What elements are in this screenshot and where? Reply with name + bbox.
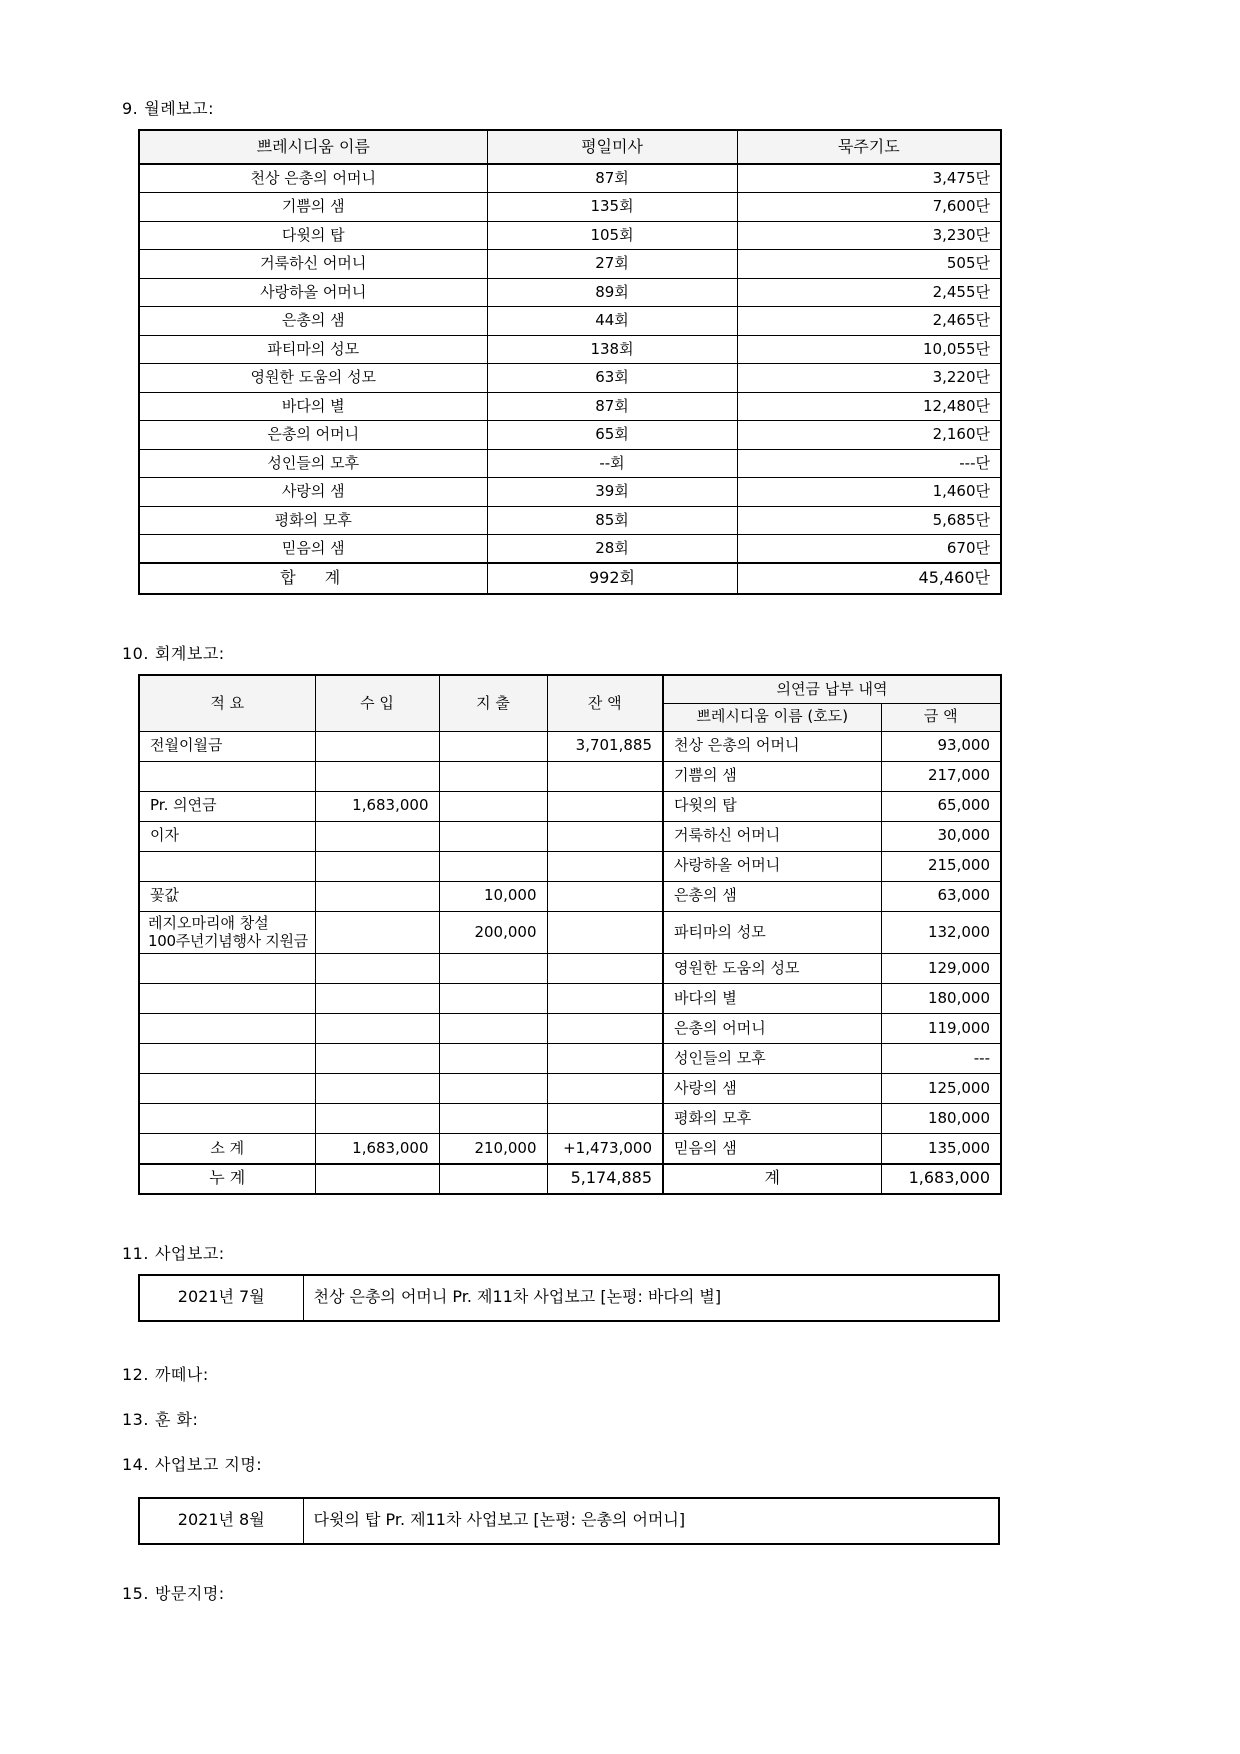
table-row (139, 881, 1001, 911)
column-header-presidium-name: 쁘레시디움 이름 (호도) (663, 703, 881, 731)
section-label: 사업보고: (154, 1243, 225, 1263)
cell-presidium-name: 은총의 샘 (139, 307, 487, 336)
cell-weekday-mass: 85회 (487, 506, 737, 535)
cell-presidium-name: 다윗의 탑 (139, 221, 487, 250)
table-row (139, 984, 1001, 1014)
cell-presidium-name: 은총의 샘 (663, 881, 881, 911)
cell-rosary: 7,600단 (737, 193, 1001, 222)
table-row (139, 164, 1001, 193)
cell-balance (547, 881, 663, 911)
table-row (139, 821, 1001, 851)
cell-amount: 93,000 (881, 731, 1001, 761)
section-label: 까떼나: (154, 1364, 209, 1384)
work-report-box (138, 1274, 1000, 1322)
table-row (139, 1044, 1001, 1074)
cell-presidium-name: 바다의 별 (139, 392, 487, 421)
column-header-description: 적 요 (139, 675, 315, 731)
cell-rosary: 2,455단 (737, 278, 1001, 307)
cell-expense (439, 1044, 547, 1074)
grand-total-label: 누 계 (139, 1164, 315, 1194)
cell-description (139, 1044, 315, 1074)
cell-balance (547, 954, 663, 984)
table-row (139, 307, 1001, 336)
cell-income (315, 1044, 439, 1074)
cell-balance (547, 911, 663, 954)
cell-weekday-mass: 138회 (487, 335, 737, 364)
cell-rosary: 5,685단 (737, 506, 1001, 535)
cell-description (139, 1104, 315, 1134)
table-row (139, 421, 1001, 450)
subtotal-amount: 135,000 (881, 1134, 1001, 1164)
cell-presidium-name: 사랑의 샘 (663, 1074, 881, 1104)
total-mass: 992회 (487, 563, 737, 594)
column-header-weekday-mass: 평일미사 (487, 130, 737, 164)
tail-sections (110, 1362, 1130, 1604)
subtotal-expense: 210,000 (439, 1134, 547, 1164)
section-label: 방문지명: (154, 1583, 225, 1603)
cell-expense (439, 761, 547, 791)
cell-weekday-mass: 63회 (487, 364, 737, 393)
cell-presidium-name: 기쁨의 샘 (663, 761, 881, 791)
cell-balance (547, 1014, 663, 1044)
accounting-header-row-1 (139, 675, 1001, 703)
cell-description (139, 1014, 315, 1044)
cell-expense (439, 851, 547, 881)
cell-weekday-mass: 89회 (487, 278, 737, 307)
section-number: 10. (122, 644, 149, 663)
cell-presidium-name: 다윗의 탑 (663, 791, 881, 821)
cell-description: 꽃값 (139, 881, 315, 911)
cell-income (315, 954, 439, 984)
cell-amount: 63,000 (881, 881, 1001, 911)
cell-amount: 132,000 (881, 911, 1001, 954)
cell-presidium-name: 은총의 어머니 (139, 421, 487, 450)
total-rosary: 45,460단 (737, 563, 1001, 594)
cell-presidium-name: 파티마의 성모 (663, 911, 881, 954)
cell-amount: 180,000 (881, 984, 1001, 1014)
work-report-assign-box (138, 1497, 1000, 1545)
monthly-total-row (139, 563, 1001, 594)
cell-balance (547, 791, 663, 821)
cell-balance (547, 1074, 663, 1104)
column-header-donation-group: 의연금 납부 내역 (663, 675, 1001, 703)
section-number: 15. (122, 1583, 149, 1603)
cell-amount: 119,000 (881, 1014, 1001, 1044)
section-heading-visit-assign (122, 1581, 1130, 1604)
table-header-row (139, 130, 1001, 164)
cell-amount: 65,000 (881, 791, 1001, 821)
cell-presidium-name: 바다의 별 (663, 984, 881, 1014)
cell-income (315, 881, 439, 911)
table-row (139, 193, 1001, 222)
subtotal-presidium-name: 믿음의 샘 (663, 1134, 881, 1164)
cell-weekday-mass: 28회 (487, 535, 737, 564)
cell-income (315, 851, 439, 881)
description-line-2: 100주년기념행사 지원금 (148, 932, 308, 951)
cell-rosary: 2,465단 (737, 307, 1001, 336)
cell-income (315, 821, 439, 851)
cell-amount: --- (881, 1044, 1001, 1074)
cell-balance (547, 1044, 663, 1074)
cell-description: 이자 (139, 821, 315, 851)
table-row (139, 478, 1001, 507)
cell-presidium-name: 천상 은총의 어머니 (663, 731, 881, 761)
section-heading-work-report (122, 1241, 1130, 1264)
cell-presidium-name: 거룩하신 어머니 (663, 821, 881, 851)
cell-rosary: 3,220단 (737, 364, 1001, 393)
subtotal-income: 1,683,000 (315, 1134, 439, 1164)
column-header-amount: 금 액 (881, 703, 1001, 731)
cell-rosary: 10,055단 (737, 335, 1001, 364)
cell-expense (439, 984, 547, 1014)
cell-balance (547, 984, 663, 1014)
cell-income (315, 761, 439, 791)
table-row (139, 1074, 1001, 1104)
cell-balance: 3,701,885 (547, 731, 663, 761)
section-label: 월례보고: (144, 99, 214, 118)
table-row (139, 1014, 1001, 1044)
cell-description (139, 851, 315, 881)
cell-presidium-name: 평화의 모후 (139, 506, 487, 535)
cell-income (315, 984, 439, 1014)
cell-income (315, 911, 439, 954)
cell-presidium-name: 사랑하올 어머니 (139, 278, 487, 307)
work-report-assign-row (139, 1498, 999, 1544)
cell-rosary: 1,460단 (737, 478, 1001, 507)
grand-total-balance: 5,174,885 (547, 1164, 663, 1194)
grand-total-amount: 1,683,000 (881, 1164, 1001, 1194)
cell-expense: 200,000 (439, 911, 547, 954)
cell-expense (439, 791, 547, 821)
work-report-assign-text: 다윗의 탑 Pr. 제11차 사업보고 [논평: 은총의 어머니] (303, 1498, 999, 1544)
column-header-expense: 지 출 (439, 675, 547, 731)
cell-amount: 215,000 (881, 851, 1001, 881)
section-number: 11. (122, 1243, 149, 1263)
cell-rosary: 3,230단 (737, 221, 1001, 250)
cell-expense (439, 821, 547, 851)
work-report-row (139, 1275, 999, 1321)
cell-description (139, 911, 315, 954)
table-row (139, 392, 1001, 421)
cell-expense: 10,000 (439, 881, 547, 911)
cell-weekday-mass: 87회 (487, 392, 737, 421)
section-number: 13. (122, 1409, 149, 1429)
cell-income (315, 1014, 439, 1044)
cell-description (139, 1074, 315, 1104)
cell-balance (547, 761, 663, 791)
cell-expense (439, 954, 547, 984)
accounting-grand-total-row (139, 1164, 1001, 1194)
section-label: 훈 화: (154, 1409, 199, 1429)
cell-rosary: 3,475단 (737, 164, 1001, 193)
column-header-balance: 잔 액 (547, 675, 663, 731)
cell-description (139, 984, 315, 1014)
table-row (139, 335, 1001, 364)
cell-amount: 129,000 (881, 954, 1001, 984)
accounting-subtotal-row (139, 1134, 1001, 1164)
table-row (139, 221, 1001, 250)
section-heading-monthly-report (122, 96, 1130, 119)
cell-description: 전월이월금 (139, 731, 315, 761)
cell-income (315, 731, 439, 761)
table-row (139, 278, 1001, 307)
cell-description (139, 954, 315, 984)
monthly-report-table (138, 129, 1002, 595)
cell-balance (547, 821, 663, 851)
cell-presidium-name: 파티마의 성모 (139, 335, 487, 364)
table-row (139, 761, 1001, 791)
table-row (139, 911, 1001, 954)
cell-presidium-name: 평화의 모후 (663, 1104, 881, 1134)
cell-description (139, 761, 315, 791)
cell-weekday-mass: 65회 (487, 421, 737, 450)
cell-presidium-name: 은총의 어머니 (663, 1014, 881, 1044)
cell-weekday-mass: --회 (487, 449, 737, 478)
cell-expense (439, 1104, 547, 1134)
section-label: 회계보고: (154, 644, 225, 663)
cell-weekday-mass: 105회 (487, 221, 737, 250)
cell-weekday-mass: 44회 (487, 307, 737, 336)
cell-weekday-mass: 39회 (487, 478, 737, 507)
cell-presidium-name: 성인들의 모후 (663, 1044, 881, 1074)
cell-income: 1,683,000 (315, 791, 439, 821)
cell-presidium-name: 천상 은총의 어머니 (139, 164, 487, 193)
column-header-rosary: 묵주기도 (737, 130, 1001, 164)
table-row (139, 449, 1001, 478)
cell-weekday-mass: 135회 (487, 193, 737, 222)
cell-expense (439, 731, 547, 761)
table-row (139, 731, 1001, 761)
accounting-table (138, 674, 1002, 1195)
cell-weekday-mass: 27회 (487, 250, 737, 279)
subtotal-balance: +1,473,000 (547, 1134, 663, 1164)
cell-presidium-name: 사랑하올 어머니 (663, 851, 881, 881)
cell-expense (439, 1074, 547, 1104)
cell-rosary: ---단 (737, 449, 1001, 478)
cell-amount: 30,000 (881, 821, 1001, 851)
section-number: 9. (122, 99, 139, 118)
cell-presidium-name: 기쁨의 샘 (139, 193, 487, 222)
cell-presidium-name: 성인들의 모후 (139, 449, 487, 478)
table-row (139, 506, 1001, 535)
work-report-date: 2021년 7월 (139, 1275, 303, 1321)
table-row (139, 250, 1001, 279)
table-row (139, 535, 1001, 564)
cell-rosary: 505단 (737, 250, 1001, 279)
cell-rosary: 2,160단 (737, 421, 1001, 450)
grand-total-expense (439, 1164, 547, 1194)
grand-total-presidium-label: 계 (663, 1164, 881, 1194)
section-heading-catena (122, 1362, 1130, 1385)
cell-presidium-name: 거룩하신 어머니 (139, 250, 487, 279)
subtotal-label: 소 계 (139, 1134, 315, 1164)
cell-balance (547, 851, 663, 881)
cell-income (315, 1104, 439, 1134)
work-report-assign-date: 2021년 8월 (139, 1498, 303, 1544)
table-row (139, 791, 1001, 821)
grand-total-income (315, 1164, 439, 1194)
cell-amount: 125,000 (881, 1074, 1001, 1104)
section-number: 14. (122, 1454, 149, 1474)
section-heading-allocutio (122, 1407, 1130, 1430)
cell-rosary: 670단 (737, 535, 1001, 564)
section-number: 12. (122, 1364, 149, 1384)
cell-balance (547, 1104, 663, 1134)
column-header-income: 수 입 (315, 675, 439, 731)
cell-expense (439, 1014, 547, 1044)
cell-income (315, 1074, 439, 1104)
description-line-1: 레지오마리애 창설 (148, 913, 269, 932)
table-row (139, 1104, 1001, 1134)
table-row (139, 954, 1001, 984)
section-label: 사업보고 지명: (154, 1454, 263, 1474)
section-heading-work-report-assign (122, 1452, 1130, 1475)
table-row (139, 851, 1001, 881)
cell-weekday-mass: 87회 (487, 164, 737, 193)
cell-presidium-name: 영원한 도움의 성모 (139, 364, 487, 393)
cell-rosary: 12,480단 (737, 392, 1001, 421)
column-header-presidium-name: 쁘레시디움 이름 (139, 130, 487, 164)
section-heading-accounting-report (122, 641, 1130, 664)
cell-amount: 217,000 (881, 761, 1001, 791)
cell-presidium-name: 믿음의 샘 (139, 535, 487, 564)
cell-presidium-name: 영원한 도움의 성모 (663, 954, 881, 984)
cell-presidium-name: 사랑의 샘 (139, 478, 487, 507)
total-label: 합 계 (139, 563, 487, 594)
work-report-text: 천상 은총의 어머니 Pr. 제11차 사업보고 [논평: 바다의 별] (303, 1275, 999, 1321)
cell-description: Pr. 의연금 (139, 791, 315, 821)
table-row (139, 364, 1001, 393)
cell-amount: 180,000 (881, 1104, 1001, 1134)
